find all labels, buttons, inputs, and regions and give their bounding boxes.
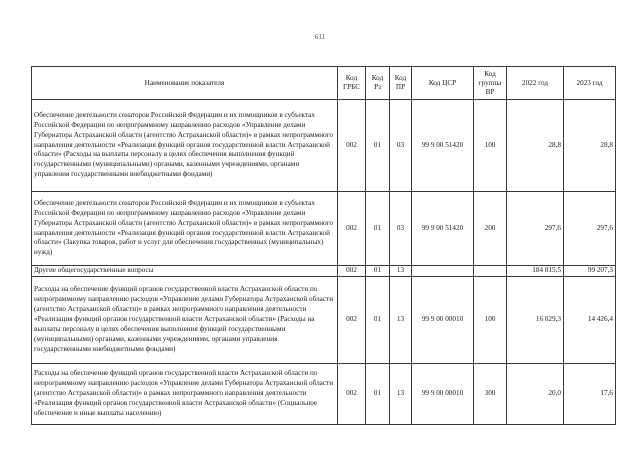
row-2023: 297,6 [564,192,616,266]
header-pr: Код ПР [390,67,412,100]
row-pr: 13 [390,266,412,277]
row-2022: 20,0 [507,364,564,425]
table-row [32,100,616,192]
row-csr: 99 9 00 00010 [412,277,474,364]
row-vr: 200 [474,192,507,266]
row-csr [412,266,474,277]
budget-table [31,66,616,425]
row-name: Расходы на обеспечение функций органов государственной власти Астраханской области по непрограммному направлению расходов «Управление делами Губернатора Астраханской области (агентство Астраханской области)» в рамках непрограммного направления деятельности «Реализация функций органов государственной власти Астраханской области» (Расходы на выплаты персоналу в целях обеспечения выполнения функций государственными (муниципальными) органами, казенными учреждениями, органами управления государственными внебюджетными фондами) [32,277,338,364]
row-rz: 01 [366,364,390,425]
row-vr [474,266,507,277]
row-2022: 184 815,5 [507,266,564,277]
row-grbs: 002 [338,100,366,192]
header-2022: 2022 год [507,67,564,100]
row-name: Обеспечение деятельности сенаторов Российской Федерации и их помощников в субъектах Российской Федерации по непрограммному направлению расходов «Управление делами Губернатора Астраханской области (агентство Астраханской области)» в рамках непрограммного направления деятельности «Реализация функций органов государственной власти Астраханской области» (Закупка товаров, работ и услуг для обеспечения государственных (муниципальных) нужд) [32,192,338,266]
row-pr: 03 [390,100,412,192]
row-pr: 13 [390,277,412,364]
row-2023: 99 207,3 [564,266,616,277]
row-vr: 300 [474,364,507,425]
table-row [32,266,616,277]
row-2022: 28,8 [507,100,564,192]
row-rz: 01 [366,277,390,364]
header-2023: 2023 год [564,67,616,100]
row-pr: 03 [390,192,412,266]
header-rz: Код Рз [366,67,390,100]
row-name: Другие общегосударственные вопросы [32,266,338,277]
table-row [32,364,616,425]
row-grbs: 002 [338,277,366,364]
row-grbs: 002 [338,364,366,425]
row-grbs: 002 [338,266,366,277]
header-grbs: Код ГРБС [338,67,366,100]
row-csr: 99 9 00 51420 [412,100,474,192]
header-csr: Код ЦСР [412,67,474,100]
table-row [32,277,616,364]
row-2023: 17,6 [564,364,616,425]
row-2022: 297,6 [507,192,564,266]
row-csr: 99 9 00 51420 [412,192,474,266]
row-2022: 16 029,3 [507,277,564,364]
row-vr: 100 [474,100,507,192]
row-pr: 13 [390,364,412,425]
header-name: Наименование показателя [32,67,338,100]
row-name: Расходы на обеспечение функций органов государственной власти Астраханской области по непрограммному направлению расходов «Управление делами Губернатора Астраханской области (агентство Астраханской области)» в рамках непрограммного направления деятельности «Реализация функций органов государственной власти Астраханской области» (Социальное обеспечение и иные выплаты населению) [32,364,338,425]
row-rz: 01 [366,192,390,266]
row-csr: 99 9 00 00010 [412,364,474,425]
page-number: 611 [314,33,326,41]
row-vr: 100 [474,277,507,364]
row-2023: 28,8 [564,100,616,192]
row-rz: 01 [366,266,390,277]
row-name: Обеспечение деятельности сенаторов Российской Федерации и их помощников в субъектах Российской Федерации по непрограммному направлению расходов «Управление делами Губернатора Астраханской области (агентство Астраханской области)» в рамках непрограммного направления деятельности «Реализация функций органов государственной власти Астраханской области» (Расходы на выплаты персоналу в целях обеспечения выполнения функций государственными (муниципальными) органами, казенными учреждениями, органами управления государственными внебюджетными фондами) [32,100,338,192]
table-header [32,67,616,100]
row-grbs: 002 [338,192,366,266]
table-row [32,192,616,266]
row-rz: 01 [366,100,390,192]
header-vr: Код группы ВР [474,67,507,100]
row-2023: 14 426,4 [564,277,616,364]
